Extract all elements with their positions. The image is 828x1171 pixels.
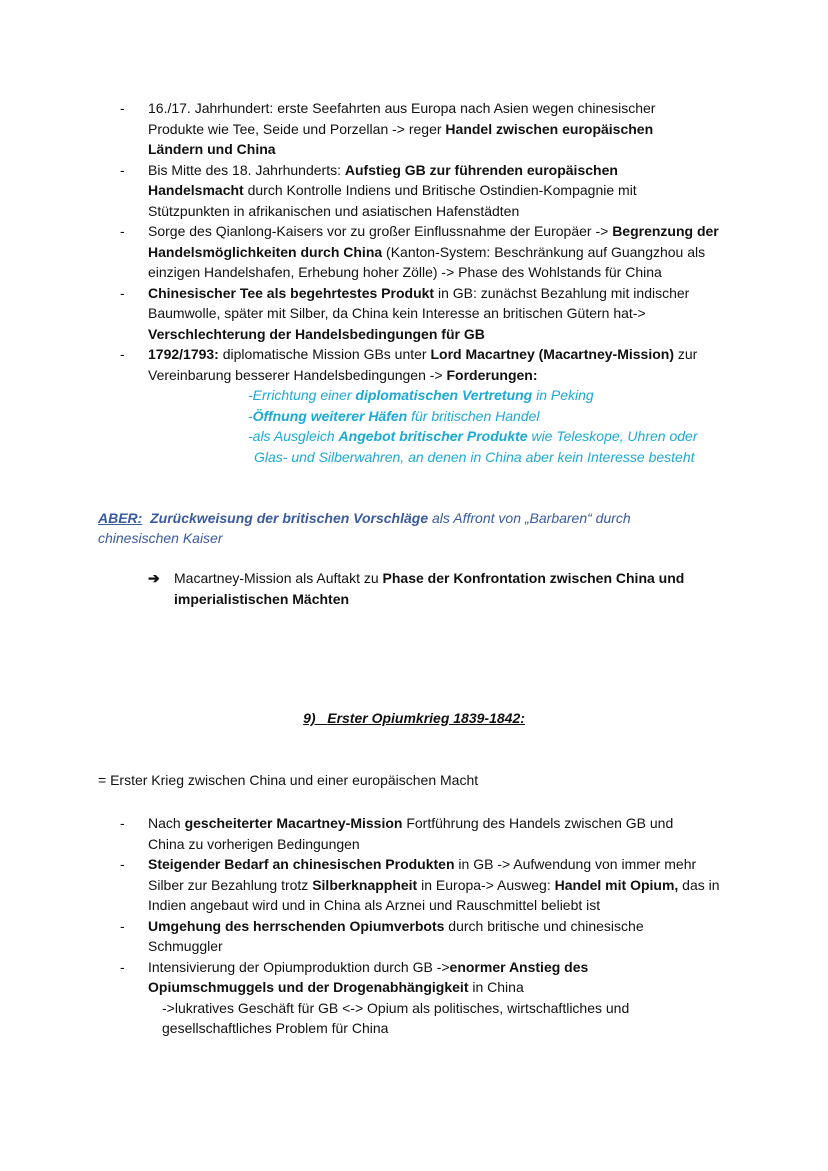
bullet-smuggling: - Umgehung des herrschenden Opiumverbots durch britische und chinesische Schmuggler: [120, 917, 644, 954]
bullet-opium-production: - Intensivierung der Opiumproduktion durch GB ->enormer Anstieg des Opiumschmuggels und der Drogenabhängigkeit in China ->lukratives Geschäft für GB <-> Opium als politisches, wirtschaftliches und gesellschaftliches Problem für China: [118, 957, 693, 1039]
bullet-qianlong-emperor: - Sorge des Qianlong-Kaisers vor zu großer Einflussnahme der Europäer -> Begrenzung der Handelsmöglichkeiten durch China (Kanton-System: Beschränkung auf Guangzhou als einzigen Handelshafen, Erhebung hoher Zölle) -> Phase des Wohlstands für China: [120, 223, 719, 280]
demand-products-continued: Glas- und Silberwahren, an denen in China aber kein Interesse besteht: [254, 448, 695, 465]
bullet-failed-mission: - Nach gescheiterter Macartney-Mission Fortführung des Handels zwischen GB und China zu vorherigen Bedingungen: [120, 815, 674, 852]
bullet-rising-demand: - Steigender Bedarf an chinesischen Produkten in GB -> Aufwendung von immer mehr Silber zur Bezahlung trotz Silberknappheit in Europa-> Ausweg: Handel mit Opium, das in Indien angebaut wird und in China als Arznei und Rauschmittel beliebt ist: [120, 856, 720, 913]
section-heading-opium-war: 9) Erster Opiumkrieg 1839-1842:: [303, 710, 525, 726]
demand-products: -als Ausgleich Angebot britischer Produkte wie Teleskope, Uhren oder: [248, 428, 698, 444]
bullet-dash: -: [120, 100, 125, 116]
definition-line: = Erster Krieg zwischen China und einer europäischen Macht: [98, 772, 479, 788]
bullet-chinese-tea: - Chinesischer Tee als begehrtestes Produkt in GB: zunächst Bezahlung mit indischer Baumwolle, später mit Silber, da China kein Interesse an britischen Gütern hat-> Verschlechterung der Handelsbedingungen für GB: [120, 284, 690, 342]
demand-embassy: -Errichtung einer diplomatischen Vertretung in Peking: [248, 387, 594, 403]
aber-note: ABER: Zurückweisung der britischen Vorschläge als Affront von „Barbaren“ durch chinesischen Kaiser: [98, 510, 631, 546]
aber-label: ABER:: [98, 510, 143, 526]
right-arrow-icon: ➔: [148, 570, 160, 586]
bullet-list-trade: [118, 98, 758, 467]
bullet-macartney-mission: - 1792/1793: diplomatische Mission GBs unter Lord Macartney (Macartney-Mission) zur Vereinbarung besserer Handelsbedingungen -> Forderungen: -Errichtung einer diplomatischen Vertretung in Peking -Öffnung weiterer Häfen für britischen Handel -als Ausgleich Angebot britischer Produkte wie Teleskope, Uhren oder Glas- und Silberwahren, an denen in China aber kein Interesse besteht: [118, 344, 748, 467]
bullet-mid-18-century: - Bis Mitte des 18. Jahrhunderts: Aufstieg GB zur führenden europäischen Handelsmacht durch Kontrolle Indiens und Britische Ostindien-Kompagnie mit Stützpunkten in afrikanischen und asiatischen Hafenstädten: [120, 161, 637, 219]
demand-ports: -Öffnung weiterer Häfen für britischen Handel: [248, 407, 540, 424]
bullet-list-opium: [118, 813, 758, 1039]
conclusion-arrow-note: ➔ Macartney-Mission als Auftakt zu Phase der Konfrontation zwischen China und imperialistischen Mächten: [148, 570, 685, 607]
opium-consequence: ->lukratives Geschäft für GB <-> Opium als politisches, wirtschaftliches und gesellschaftliches Problem für China: [162, 999, 630, 1036]
bullet-16-17-century: - 16./17. Jahrhundert: erste Seefahrten aus Europa nach Asien wegen chinesischer Produkte wie Tee, Seide und Porzellan -> reger Handel zwischen europäischen Ländern und China: [120, 100, 656, 157]
